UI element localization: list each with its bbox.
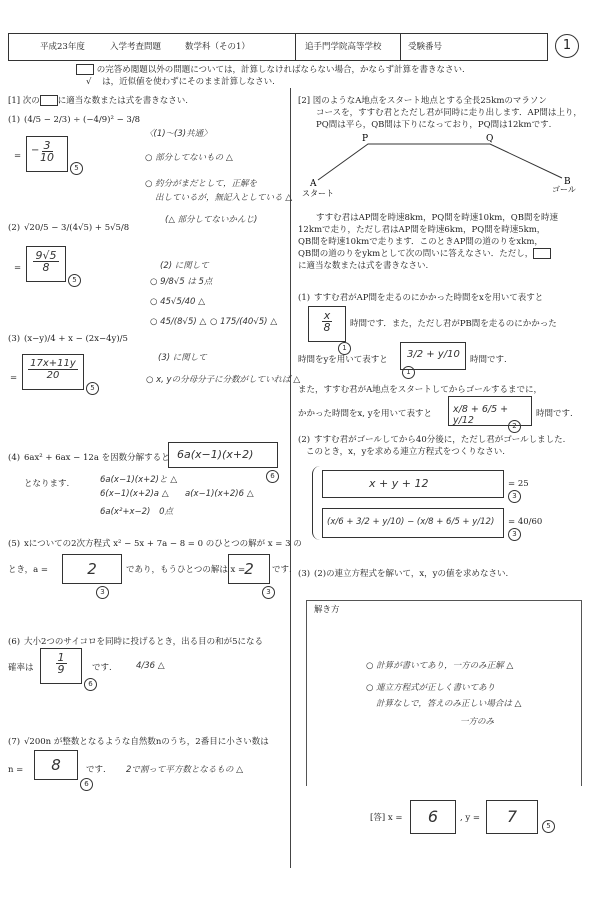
q2-answer-box[interactable] — [26, 246, 66, 282]
instruction-line-2: √ は，近似値を使わずにそのまま計算しなさい. — [86, 77, 275, 87]
q6-note: 4/36 △ — [136, 661, 165, 671]
s2-q1-ans1-den: 8 — [323, 321, 331, 334]
q5-text-1: xについての2次方程式 x² − 5x + 7a − 8 = 0 のひとつの解が x = 3 の — [24, 539, 302, 549]
instruction-box-symbol — [76, 64, 94, 75]
s2-q3-note-4: 一方のみ — [460, 717, 495, 727]
exam-number-field[interactable] — [455, 35, 545, 59]
s2-q1-text-3: 時間をyを用いて表すと — [298, 355, 388, 365]
q3-answer-box[interactable] — [22, 354, 84, 390]
s2-q3-text: (2)の連立方程式を解いて，x，yの値を求めなさい. — [314, 569, 509, 579]
q3-number: (3) — [8, 334, 21, 344]
s2-q2-eq2-rhs: = 40/60 — [508, 517, 543, 527]
q2-expression: √20/5 − 3/(4√5) + 5√5/8 — [24, 223, 130, 233]
section2-para-4: QB間の道のりをykmとして次の問いに答えなさい．ただし， — [298, 248, 551, 260]
diagram-label-b: B — [564, 177, 571, 187]
q7-note: 2で割って平方数となるもの △ — [126, 765, 244, 775]
header-divider-2 — [400, 33, 401, 61]
q3-note-1: ○ x, yの分母分子に分数がしていれば △ — [146, 375, 301, 385]
sqrt-symbol: √ — [86, 77, 92, 87]
q2-note-2: ○ 45√5/40 △ — [150, 297, 206, 307]
s2-q1-text-1: すすむ君がAP間を走るのにかかった時間をxを用いて表すと — [314, 293, 544, 303]
q5-score-a: 3 — [96, 586, 109, 599]
q6-number: (6) — [8, 637, 21, 647]
diagram-start: スタート — [302, 189, 334, 198]
section2-line-3: PQ間は平ら，QB間は下りになっており，PQ間は12kmです. — [316, 120, 552, 130]
s2-q1-ans3: x/8 + 6/5 + y/12 — [453, 404, 509, 426]
s2-q1-text-6: かかった時間をx, yを用いて表すと — [298, 409, 433, 419]
q3-answer-num: 17x+11y — [30, 358, 76, 369]
q4-answer-box[interactable] — [168, 442, 278, 468]
s2-q2-score-1: 3 — [508, 490, 521, 503]
q5-text-2a: とき，a = — [8, 565, 49, 575]
s2-q3-note-2: ○ 連立方程式が正しく書いてあり — [366, 683, 496, 693]
q4-answer: 6a(x−1)(x+2) — [177, 448, 254, 461]
q4-work-3: a(x−1)(x+2)6 △ — [185, 489, 254, 499]
q3-score: 5 — [86, 382, 99, 395]
section1-heading: [1] 次の に適当な数または式を書きなさい. — [8, 96, 188, 106]
q1-answer-den: 10 — [40, 151, 54, 164]
diagram-label-q: Q — [486, 134, 494, 144]
q1-expression: (4/5 − 2/3) ÷ (−4/9)² − 3/8 — [24, 115, 141, 125]
q2-score: 5 — [68, 274, 81, 287]
q4-text-2: となります. — [24, 479, 70, 489]
q3-notes-title: (3) に関して — [158, 353, 207, 363]
q7-text-3: です. — [86, 765, 106, 775]
diagram-goal: ゴール — [552, 185, 576, 194]
q1-notes-title: 〈(1)〜(3)共通〉 — [145, 129, 212, 139]
section2-heading: [2] 図のようなA地点をスタート地点とする全長25kmのマラソン — [298, 96, 547, 106]
s2-q1-ans1-num: x — [323, 309, 331, 322]
q2-note-3: ○ 45/(8√5) △ — [150, 317, 207, 327]
q1-note-3: 出しているが，無記入としている △ — [155, 193, 293, 203]
q7-answer-box[interactable] — [34, 750, 78, 780]
q5-answer-x: 2 — [244, 560, 254, 578]
s2-q1-text-2: 時間です．また，ただし君がPB間を走るのにかかった — [350, 319, 557, 329]
header-subject: 数学科（その1） — [185, 42, 250, 52]
q6-answer-num: 1 — [57, 651, 65, 664]
q2-number: (2) — [8, 223, 21, 233]
q6-answer-box[interactable] — [40, 648, 82, 684]
section2-para-3: QB間を時速10kmで走ります．このときAP間の道のりをxkm， — [298, 237, 543, 247]
heading-box-symbol — [40, 95, 58, 106]
s2-q1-text-5: また，すすむ君がA地点をスタートしてからゴールするまでに， — [298, 385, 543, 395]
s2-q3-score: 5 — [542, 820, 555, 833]
q7-score: 6 — [80, 778, 93, 791]
s2-q1-number: (1) — [298, 293, 311, 303]
q1-note-1: ○ 部分してないもの △ — [145, 153, 233, 163]
instruction-line-1: の完答め閲題以外の問題については，計算しなければならない場合，かならず計算を書きなさい. — [76, 64, 465, 76]
q3-expression: (x−y)/4 + x − (2x−4y)/5 — [24, 334, 128, 344]
q7-answer: 8 — [51, 756, 61, 774]
s2-q3-y-label: , y = — [460, 813, 481, 823]
s2-q1-score-3: 2 — [508, 420, 521, 433]
s2-q1-answer-1-box[interactable] — [308, 306, 346, 342]
s2-q1-score-1: 1 — [338, 342, 351, 355]
s2-q3-answer-x-box[interactable] — [410, 800, 456, 834]
s2-q1-score-2: 1 — [402, 366, 415, 379]
q7-text-1: √200n が整数となるような自然数nのうち，2番目に小さい数は — [24, 737, 269, 747]
s2-q3-answer-x: 6 — [427, 807, 439, 826]
s2-q3-answer-label: [答] x = — [370, 813, 403, 823]
q2-answer-den: 8 — [42, 261, 50, 274]
page-number: 1 — [562, 38, 572, 53]
q1-answer-num: 3 — [43, 139, 51, 152]
q2-note-4: ○ 175/(40√5) △ — [210, 317, 278, 327]
s2-q3-answer-y-box[interactable] — [486, 800, 538, 834]
s2-q3-work-title: 解き方 — [314, 605, 340, 615]
section2-para-5: に適当な数または式を書きなさい. — [298, 261, 429, 271]
q7-text-2: n = — [8, 765, 24, 775]
q1-equals: = — [14, 151, 22, 161]
q3-equals: = — [10, 373, 18, 383]
s2-q2-text-1: すすむ君がゴールしてから40分後に，ただし君がゴールしました. — [314, 435, 566, 445]
q6-answer-den: 9 — [57, 663, 65, 676]
course-diagram — [300, 132, 590, 202]
q2-equals: = — [14, 263, 22, 273]
s2-q2-eq2-box[interactable] — [322, 508, 504, 538]
q2-note-1: ○ 9/8√5 は 5点 — [150, 277, 213, 287]
s2-q1-ans2: 3/2 + y/10 — [407, 349, 460, 360]
s2-q2-brace — [312, 466, 321, 540]
header-exam-number-label: 受験番号 — [408, 42, 443, 52]
q6-score: 6 — [84, 678, 97, 691]
q3-answer-den: 20 — [46, 370, 60, 381]
s2-q3-number: (3) — [298, 569, 311, 579]
header-exam-title: 入学考査問題 — [110, 42, 162, 52]
header-school: 追手門学院高等学校 — [305, 42, 382, 52]
q5-answer-a-box[interactable] — [62, 554, 122, 584]
s2-q2-number: (2) — [298, 435, 311, 445]
q2-notes-title: (2) に関して — [160, 261, 209, 271]
q2-answer-num: 9√5 — [35, 249, 57, 262]
q5-score-x: 3 — [262, 586, 275, 599]
q1-score: 5 — [70, 162, 83, 175]
s2-q2-eq1-rhs: = 25 — [508, 479, 529, 489]
header-year: 平成23年度 — [40, 42, 85, 52]
s2-q1-text-7: 時間です. — [536, 409, 573, 419]
q5-number: (5) — [8, 539, 21, 549]
s2-q2-eq1-box[interactable] — [322, 470, 504, 498]
q1-note-2: ○ 約分がまだとして，正解を — [145, 179, 257, 189]
s2-q2-score-2: 3 — [508, 528, 521, 541]
q1-answer-box[interactable]: − $\frac{3}{10}$ — [26, 136, 68, 172]
header-divider-1 — [295, 33, 296, 61]
q1-number: (1) — [8, 115, 21, 125]
q6-text-2: 確率は — [8, 663, 34, 673]
q4-score: 6 — [266, 470, 279, 483]
q1-note-4: (△ 部分してないかんじ) — [165, 215, 258, 225]
q4-work-1: 6a(x−1)(x+2)と △ — [100, 475, 178, 485]
section2-line-2: コースを，すすむ君とただし君が同時に走り出します．AP間は上り， — [316, 108, 582, 118]
s2-q1-text-4: 時間です. — [470, 355, 507, 365]
q5-text-2b: であり，もうひとつの解は x = — [126, 565, 246, 575]
q6-text-3: です. — [92, 663, 112, 673]
q4-text: 6ax² + 6ax − 12a を因数分解すると — [24, 453, 170, 463]
s2-q2-eq2: (x/6 + 3/2 + y/10) − (x/8 + 6/5 + y/12) — [327, 517, 495, 527]
section2-para-2: 12kmで走り，ただし君はAP間を時速6km，PQ間を時速5km， — [298, 225, 546, 235]
q5-answer-x-box[interactable] — [228, 554, 270, 584]
s2-q3-answer-y: 7 — [506, 807, 518, 826]
diagram-label-p: P — [362, 134, 369, 144]
q5-text-2c: です. — [272, 565, 292, 575]
q4-work-4: 6a(x²+x−2) 0点 — [100, 507, 173, 517]
q7-number: (7) — [8, 737, 21, 747]
q4-work-2: 6(x−1)(x+2)a △ — [100, 489, 169, 499]
q5-answer-a: 2 — [87, 560, 97, 578]
diagram-label-a: A — [310, 179, 317, 189]
page-number-circle — [555, 34, 579, 58]
section2-para-1: すすむ君はAP間を時速8km，PQ間を時速10km，QB間を時速 — [316, 213, 558, 223]
column-divider — [290, 88, 291, 868]
s2-q2-eq1: x + y + 12 — [369, 477, 429, 490]
s2-q3-note-3: 計算なしで，答えのみ正しい場合は △ — [376, 699, 522, 709]
q4-number: (4) — [8, 453, 21, 463]
q6-text-1: 大小2つのサイコロを同時に投げるとき，出る目の和が5になる — [24, 637, 264, 647]
s2-q2-text-2: このとき，x，yを求める連立方程式をつくりなさい. — [306, 447, 505, 457]
s2-q3-note-1: ○ 計算が書いてあり，一方のみ正解 △ — [366, 661, 514, 671]
